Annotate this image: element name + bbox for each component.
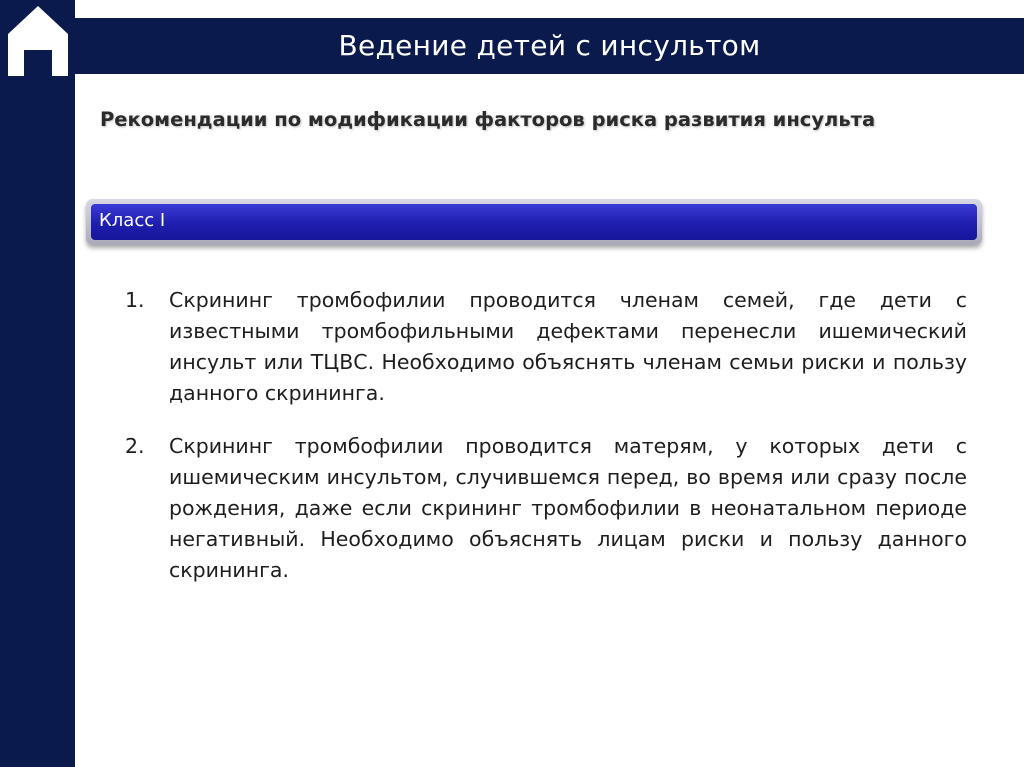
list-item-text: Скрининг тромбофилии проводится матерям, у которых дети с ишемическим инсультом, случившемся перед, во время или сразу после рождения, даже если скрининг тромбофилии в неонатальном периоде негативный. Необходимо объяснять лицам риски и пользу данного скрининга. [169, 434, 967, 582]
list-item-number: 2. [125, 434, 145, 458]
class-panel-bar [91, 204, 977, 240]
list-item [125, 431, 967, 586]
list-item-number: 1. [125, 288, 145, 312]
slide-title: Ведение детей с инсультом [338, 29, 761, 62]
list-item-text: Скрининг тромбофилии проводится членам семей, где дети с известными тромбофильными дефектами перенесли ишемический инсульт или ТЦВС. Необходимо объяснять членам семьи риски и пользу данного скрининга. [169, 288, 967, 405]
recommendation-list [125, 285, 967, 608]
class-label: Класс I [99, 210, 166, 231]
home-icon[interactable] [8, 6, 68, 76]
list-item [125, 285, 967, 409]
slide-subtitle: Рекомендации по модификации факторов риска развития инсульта [100, 108, 876, 131]
class-panel [86, 199, 982, 245]
left-sidebar-bar [0, 0, 75, 767]
